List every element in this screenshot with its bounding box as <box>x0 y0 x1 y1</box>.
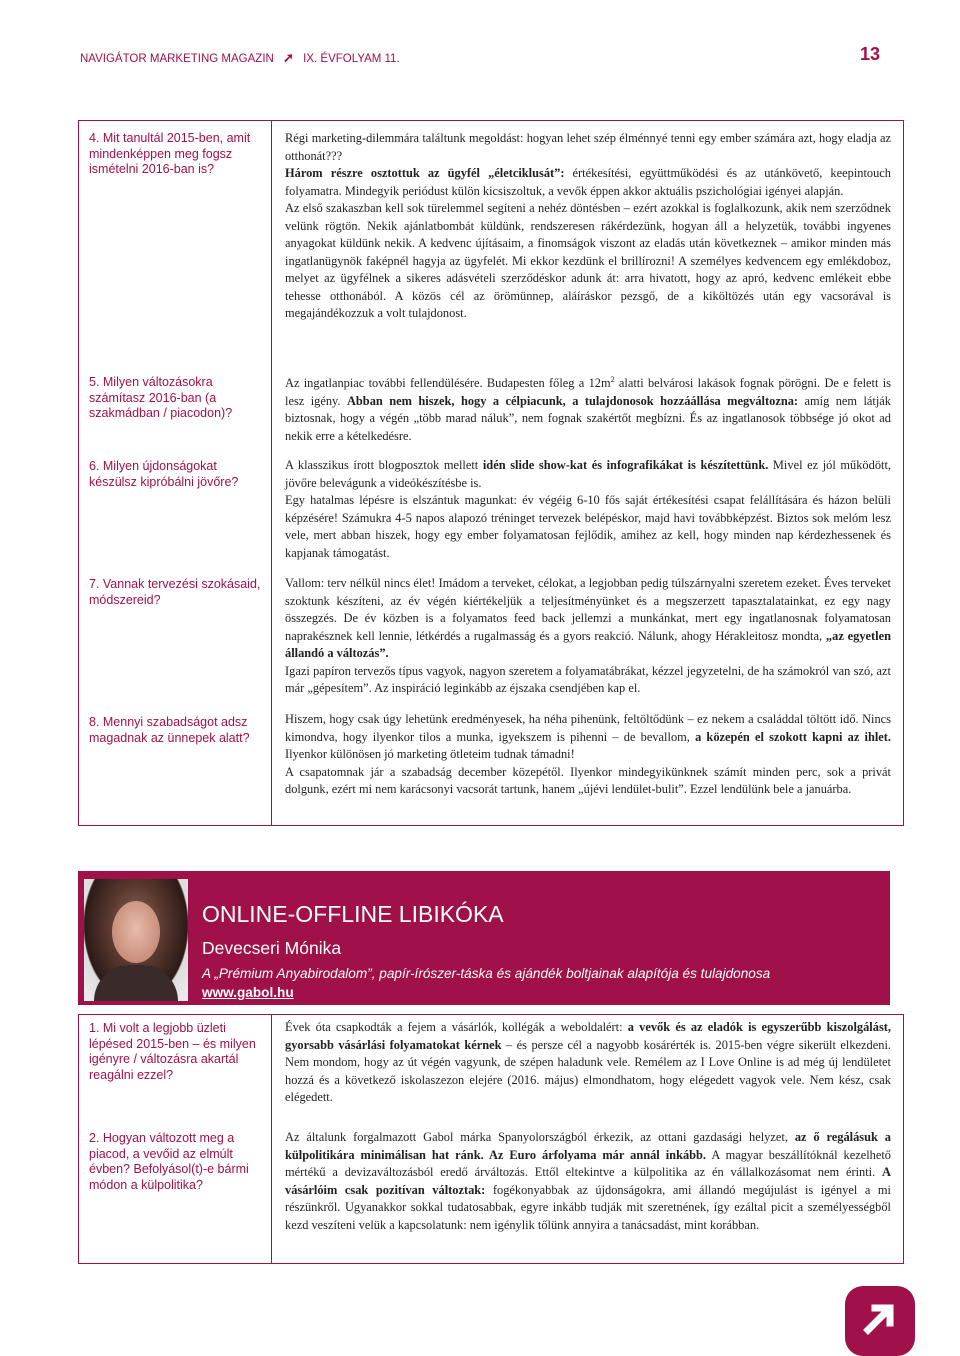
answer-2: Az általunk forgalmazott Gabol márka Spanyolországból érkezik, az ottani gazdasági helyzet, az ő regálásuk a külpolitikára minimálisan hat ránk. Az Euro árfolyama már annál inkább. A magyar beszállítóknál kezelhető mértékű a devizaváltozásból eredő árváltozás. Ettől eltekintve a külpolitika az én vállalkozásomat nem érinti. A vásárlóim csak pozitívan változtak: fogékonyabbak az újdonságokra, ami állandó megújulást is igényel a mi részünkről. Ugyanakkor sokkal tudatosabbak, egyre inkább tudják mit szeretnének, így ezáltal picit a személyességből kezd veszíteni velük a kapcsolatunk: nem igénylik tőlünk annyira a tanácsadást, mint korábban. <box>285 1130 891 1232</box>
answer-4-p3: Az első szakaszban kell sok türelemmel segíteni a nehéz döntésben – ezért azokkal is foglalkozunk, akik nem szerződnek velünk rögtön. Nekik ajánlatbombát küldünk, rendszeresen rákérdezünk, hogyan áll a helyzetük, további ingyenes anyagokat küldünk nekik. A kedvenc újításaim, a finomságok viszont az eladás után következnek – amikor minden más ingatlanügynök faképnél hagyja az ügyfelét. Mi ekkor kezdünk el brillírozni! A személyes kedvencem egy emlékdoboz, melyet az ügyfélnek a sikeres adásvételi szerződéskor adunk át: arra hivatott, hogy az apró, kedvenc emlékeit ebbe tehesse otthonából. A közös cél az örömünnep, aláíráskor pezsgő, de a kiköltözés után egy vacsorával is megajándékozzuk a volt tulajdonost. <box>285 201 891 320</box>
question-4: 4. Mit tanultál 2015-ben, amit mindenképpen meg fogsz ismételni 2016-ban is? <box>89 131 251 176</box>
arrow-up-right-icon: ➚ <box>283 50 294 65</box>
interview-block-2 <box>78 1014 904 1264</box>
answer-4 <box>285 130 891 323</box>
interview-block-1 <box>78 120 904 826</box>
volume-label: IX. ÉVFOLYAM 11. <box>303 53 400 65</box>
answer-4-p2: Három részre osztottuk az ügyfél „életciklusát”: értékesítési, együttműködési és az utánkövető, keepintouch folyamatra. Mindegyik periódust külön kicsiszoltuk, a vevők éppen akkor aktuális pszichológiai igényei alapján. <box>285 166 891 198</box>
author-face <box>112 901 160 963</box>
answer-5: Az ingatlanpiac további fellendülésére. Budapesten főleg a $12m^2$ alatti belvárosi lakások fognak pörögni. De e felett is lesz igény. Abban nem hiszek, hogy a célpiacunk, a tulajdonosok hozzáállása megváltozna: amíg nem látják biztosnak, hogy a végén „több marad náluk”, nem fognak szakértőt megbízni. És az ingatlanosok többsége jó okot ad nekik erre a kételkedésre. <box>285 375 891 443</box>
author-description: A „Prémium Anyabirodalom”, papír-írószer-táska és ajándék boltjainak alapítója és tulajdonosa <box>202 966 771 981</box>
page-header <box>80 44 882 68</box>
article-title: ONLINE-OFFLINE LIBIKÓKA <box>202 901 504 927</box>
answer-7: Vallom: terv nélkül nincs élet! Imádom a terveket, célokat, a legjobban pedig túlszárnyalni szeretem ezeket. Éves terveket szoktunk készíteni, az év végén kiértékeljük a teljesítményünket és a megszerzett tapasztalatainkat, ez egy nagy összegzés. De év közben is a folyamatos feed back jellemzi a munkánkat, mert egy ingatlanosnak folyamatosan naprakésznek kell lennie, létkérdés a rugalmasság és a gyors reakció. Nálunk, ahogy Hérakleitosz mondta, „az egyetlen állandó a változás”. Igazi papíron tervezős típus vagyok, nagyon szeretem a folyamatábrákat, kézzel jegyzetelni, de ha számokról van szó, azt már „gépesítem”. Az inspiráció leginkább az éjszaka csendjében kap el. <box>285 576 891 695</box>
answer-4-p1: Régi marketing-dilemmára találtunk megoldást: hogyan lehet szép élménnyé tenni egy ember számára azt, hogy eladja az otthonát??? <box>285 131 891 163</box>
answer-1: Évek óta csapkodták a fejem a vásárlók, kollégák a weboldalért: a vevők és az eladók is egyszerűbb kiszolgálást, gyorsabb vásárlási folyamatokat kérnek – és persze cél a nagyobb kosárérték is. 2015-ben végre sikerült elkezdeni. Nem mondom, hogy az út végén vagyunk, de szépen haladunk vele. Remélem az I Love Online is ad még új lendületet hozzá és a következő iskolaszezon elejére (2016. május) elmondhatom, hogy elégedett vagyok vele. Nem kész, csak elégedett. <box>285 1020 891 1104</box>
author-shoulders <box>94 965 178 1001</box>
corner-arrow-badge <box>845 1286 915 1356</box>
header-publication <box>80 50 400 66</box>
question-column <box>79 121 272 825</box>
magazine-name: NAVIGÁTOR MARKETING MAGAZIN <box>80 53 274 65</box>
arrow-up-right-icon <box>862 1300 898 1336</box>
question-7: 7. Vannak tervezési szokásaid, módszereid? <box>89 577 261 607</box>
answer-6: A klasszikus írott blogposztok mellett idén slide show-kat és infografikákat is készítettünk. Mivel ez jól működött, jövőre belevágunk a videókészítésbe is. Egy hatalmas lépésre is elszántuk magunkat: év végéig 6-10 fős saját értékesítési csapat felállítására és házon belüli képzésére! Számukra 4-5 napos alapozó tréninget tervezek belépéskor, majd havi továbbképzést. Biztos sok melóm lesz vele, mert abban hiszek, hogy egy ember folyamatosan fejlődik, amihez az kell, hogy minden nap kérdezhessenek és kapjanak támogatást. <box>285 458 892 560</box>
question-8: 8. Mennyi szabadságot adsz magadnak az ünnepek alatt? <box>89 715 250 745</box>
question-2: 2. Hogyan változott meg a piacod, a vevőid az elmúlt évben? Befolyásol(t)-e bármi módon a külpolitika? <box>89 1131 249 1192</box>
question-6: 6. Milyen újdonságokat készülsz kipróbálni jövőre? <box>89 459 239 489</box>
question-1: 1. Mi volt a legjobb üzleti lépésed 2015-ben – és milyen igényre / változásra akartál reagálni ezzel? <box>89 1021 256 1082</box>
answer-8: Hiszem, hogy csak úgy lehetünk eredményesek, ha néha pihenünk, feltöltődünk – ez nekem a családdal töltött idő. Nincs kimondva, hogy ilyenkor tilos a munka, igyekszem is pihenni – de bevallom, a közepén el szokott kapni az ihlet. Ilyenkor különösen jó marketing ötleteim tudnak támadni! A csapatomnak jár a szabadság december közepétől. Ilyenkor mindegyikünknek számít minden perc, sok a privát dolgunk, ezért mi nem karácsonyi vacsorát tartunk, hanem „újévi lendület-bulit”. Ezzel lendülünk bele a januárba. <box>285 712 892 796</box>
author-website-link[interactable]: www.gabol.hu <box>202 985 294 1000</box>
question-column-2 <box>79 1015 272 1263</box>
author-photo <box>84 879 188 1001</box>
author-name: Devecseri Mónika <box>202 938 342 958</box>
page-number: 13 <box>859 44 880 64</box>
question-5: 5. Milyen változásokra számítasz 2016-ban (a szakmádban / piacodon)? <box>89 375 233 420</box>
profile-banner <box>78 871 890 1005</box>
